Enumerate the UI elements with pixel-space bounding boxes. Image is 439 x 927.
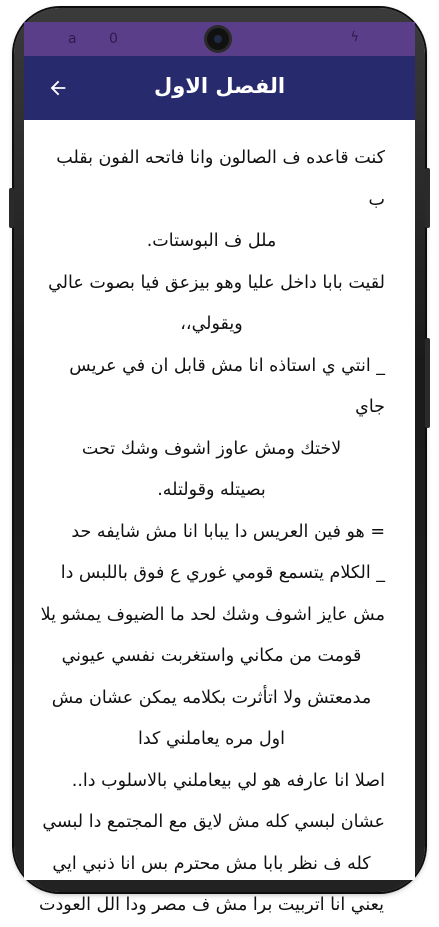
text-line: مش عايز اشوف وشك لحد ما الضيوف يمشو يلا — [40, 604, 385, 625]
volume-up-button — [9, 188, 14, 228]
text-line: _ انتي ي استاذه انا مش قابل ان في عريس جاي — [69, 355, 385, 417]
app-toolbar — [24, 56, 415, 120]
text-line: كله ف نظر بابا مش محترم بس انا ذنبي ايي — [52, 853, 371, 874]
text-line: ملل ف البوستات. — [146, 231, 277, 251]
text-line: لاختك ومش عاوز اشوف وشك تحت — [81, 438, 342, 459]
text-line: _ الكلام يتسمع قومي غوري ع فوق باللبس دا — [60, 563, 385, 583]
text-line: عشان لبسي كله مش لايق مع المجتمع دا لبسي — [42, 812, 385, 832]
status-icons-left: a 0 — [68, 31, 132, 47]
chapter-text — [24, 120, 415, 927]
text-line: مدمعتش ولا اتأثرت بكلامه يمكن عشان مش — [51, 687, 372, 708]
text-line: = هو فين العريس دا يبابا انا مش شايفه حد — [71, 521, 385, 542]
text-line: ويقولي،، — [180, 314, 243, 334]
volume-down-button — [425, 338, 430, 428]
chapter-content[interactable] — [24, 120, 415, 915]
app-screen — [24, 22, 415, 915]
text-line: لقيت بابا داخل عليا وهو بيزعق فيا بصوت عالي — [48, 272, 385, 293]
status-bar — [24, 22, 415, 56]
text-line: اصلا انا عارفه هو لي بيعاملني بالاسلوب دا.. — [71, 770, 385, 791]
battery-charging-icon: ϟ — [350, 30, 359, 45]
text-line: بصيتله وقولتله. — [157, 480, 266, 500]
text-line: يعني انا اتربيت برا مش ف مصر ودا الل العودت — [39, 895, 384, 915]
front-camera — [207, 28, 229, 50]
chapter-title: الفصل الاول — [153, 74, 286, 98]
text-line: قومت من مكاني واستغربت نفسي عيوني — [61, 646, 362, 666]
text-line: اول مره يعاملني كدا — [138, 729, 285, 749]
power-button — [425, 168, 430, 228]
text-line: كنت قاعده ف الصالون وانا فاتحه الفون بقلب ب — [56, 148, 385, 210]
